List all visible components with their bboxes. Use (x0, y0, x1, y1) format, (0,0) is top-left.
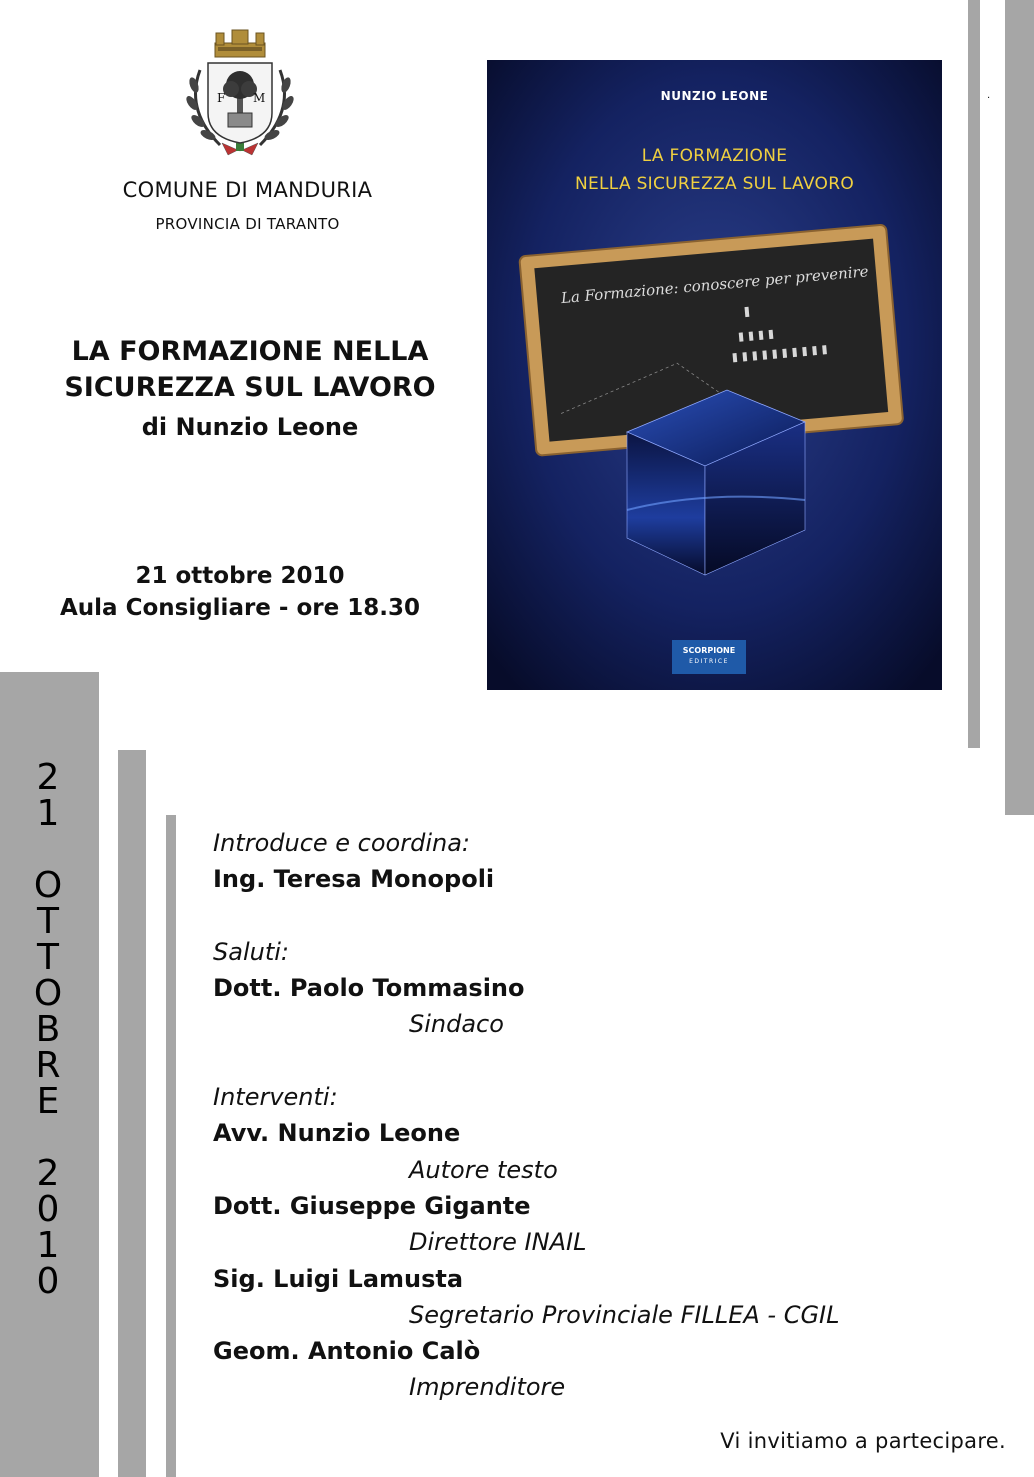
event-venue-time: Aula Consigliare - ore 18.30 (60, 595, 420, 621)
book-title-line-1: LA FORMAZIONE (641, 146, 788, 166)
vdate-char: R (35, 1045, 61, 1086)
vdate-char: E (36, 1081, 60, 1122)
speaker-name: Geom. Antonio Calò (213, 1337, 481, 1366)
speaker-name: Dott. Giuseppe Gigante (213, 1191, 531, 1220)
publisher-sub: EDITRICE (689, 658, 729, 665)
speaker-role: Autore testo (409, 1155, 558, 1184)
chalkboard-caption: La Formazione: conoscere per prevenire (560, 262, 870, 308)
vdate-char: 1 (36, 793, 60, 834)
vdate-char: O (33, 865, 63, 906)
speaker-name: Sig. Luigi Lamusta (213, 1264, 464, 1293)
speaker-name: Avv. Nunzio Leone (213, 1119, 461, 1148)
vdate-char: B (35, 1009, 61, 1050)
book-cover-image (487, 60, 942, 690)
crest-letter-m: M (253, 91, 266, 105)
decor-bar-right-top (968, 0, 980, 748)
event-title-line-1: LA FORMAZIONE NELLA (71, 336, 429, 367)
province-name: PROVINCIA DI TARANTO (155, 215, 340, 233)
intro-name: Ing. Teresa Monopoli (213, 865, 495, 894)
program-list (213, 825, 973, 1406)
vdate-char: 0 (36, 1189, 60, 1230)
speaker-role: Imprenditore (409, 1373, 566, 1402)
greetings-name: Dott. Paolo Tommasino (213, 974, 525, 1003)
talks-label: Interventi: (213, 1083, 338, 1112)
vdate-char: O (33, 973, 63, 1014)
intro-label: Introduce e coordina: (213, 829, 471, 857)
greetings-label: Saluti: (213, 937, 289, 966)
publisher-name: SCORPIONE (682, 646, 736, 655)
crest-letter-f: F (217, 91, 226, 105)
event-title-line-2: SICUREZZA SUL LAVORO (64, 372, 436, 403)
municipal-crest-logo (180, 25, 300, 165)
vdate-char: T (37, 937, 59, 978)
book-title-line-2: NELLA SICUREZZA SUL LAVORO (574, 174, 855, 194)
invitation-text: Vi invitiamo a partecipare. (720, 1429, 1006, 1453)
event-author-line: di Nunzio Leone (141, 413, 359, 441)
vdate-char: 1 (36, 1225, 60, 1266)
vdate-gap (18, 832, 78, 868)
decor-bar-right-edge (1005, 0, 1034, 815)
stray-dot: . (987, 90, 991, 101)
book-author: NUNZIO LEONE (660, 89, 769, 103)
decor-bar-left-thin (166, 815, 176, 1477)
speaker-role: Segretario Provinciale FILLEA - CGIL (409, 1300, 840, 1329)
organization-name: COMUNE DI MANDURIA (122, 178, 373, 202)
vdate-char: 2 (36, 757, 60, 798)
speaker-role: Direttore INAIL (409, 1228, 587, 1257)
greetings-role: Sindaco (409, 1010, 504, 1039)
vertical-date (18, 757, 78, 1302)
vdate-gap (18, 1120, 78, 1156)
vdate-char: 0 (36, 1261, 60, 1302)
event-date: 21 ottobre 2010 (135, 563, 345, 589)
publisher-logo (672, 640, 746, 674)
vdate-char: T (37, 901, 59, 942)
decor-bar-left-mid (118, 750, 146, 1477)
vdate-char: 2 (36, 1153, 60, 1194)
